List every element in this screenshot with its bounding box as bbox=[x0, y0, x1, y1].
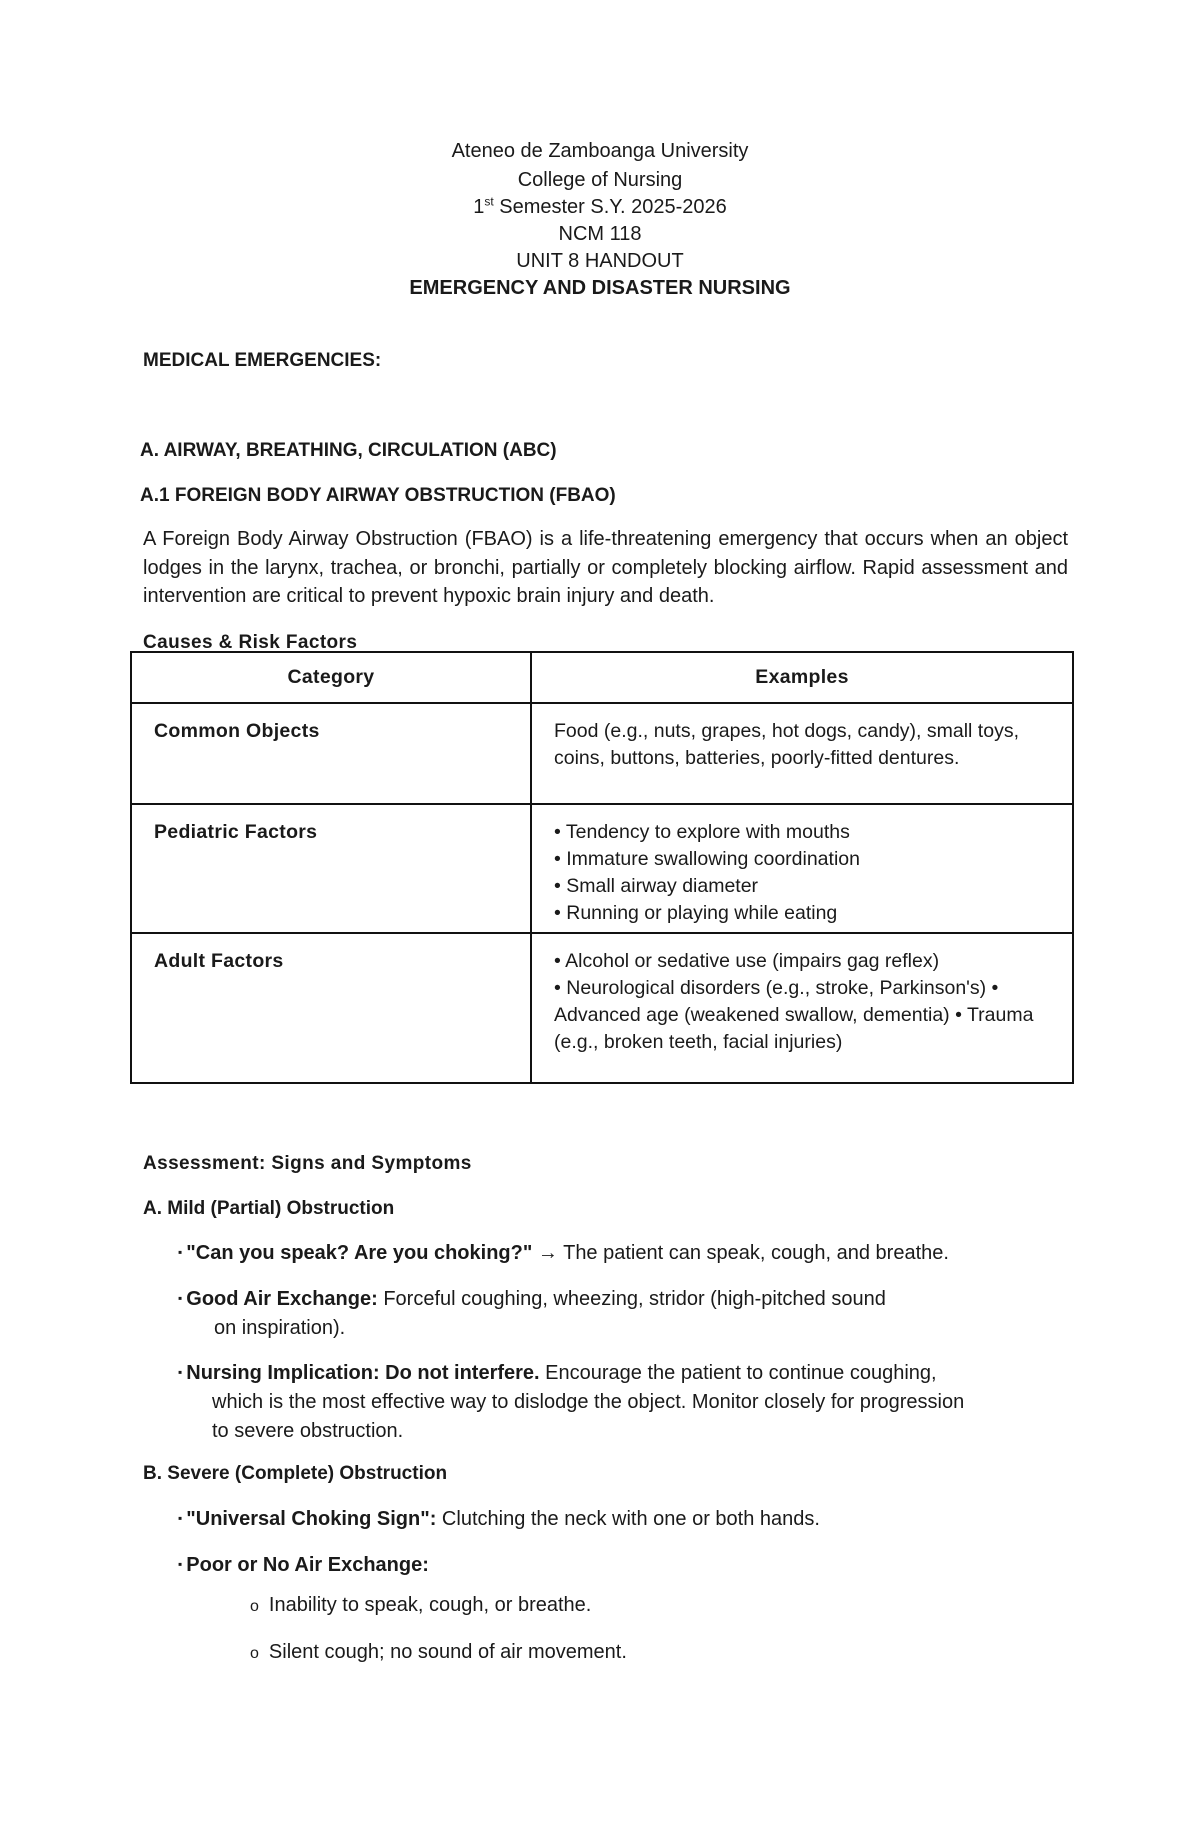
item-continuation: which is the most effective way to dislodge the object. Monitor closely for progression bbox=[212, 1391, 965, 1413]
document-title: EMERGENCY AND DISASTER NURSING bbox=[409, 277, 791, 299]
example-item: • Running or playing while eating bbox=[554, 902, 838, 924]
bullet-icon: ▪ bbox=[178, 1291, 183, 1305]
example-text: Food (e.g., nuts, grapes, hot dogs, candy), small toys, coins, buttons, batteries, poorly-fitted dentures. bbox=[554, 720, 1019, 769]
item-text: Clutching the neck with one or both hands. bbox=[436, 1508, 820, 1530]
sub-list-item bbox=[250, 1594, 591, 1617]
bullet-icon: ▪ bbox=[178, 1245, 183, 1259]
category-cell: Common Objects bbox=[131, 703, 531, 804]
section-a1-heading: A.1 FOREIGN BODY AIRWAY OBSTRUCTION (FBAO) bbox=[140, 485, 616, 506]
example-item: • Tendency to explore with mouths bbox=[554, 821, 850, 843]
item-bold: Nursing Implication: Do not interfere. bbox=[186, 1362, 540, 1384]
university-name: Ateneo de Zamboanga University bbox=[451, 140, 749, 162]
item-continuation: to severe obstruction. bbox=[212, 1420, 404, 1442]
causes-heading: Causes & Risk Factors bbox=[143, 632, 358, 653]
list-item bbox=[178, 1238, 949, 1268]
category-cell: Pediatric Factors bbox=[131, 804, 531, 933]
example-item: • Small airway diameter bbox=[554, 875, 759, 897]
severe-heading: B. Severe (Complete) Obstruction bbox=[143, 1463, 448, 1484]
item-bold: "Universal Choking Sign": bbox=[186, 1508, 437, 1530]
item-text: Encourage the patient to continue coughing, bbox=[539, 1362, 937, 1384]
list-item bbox=[178, 1284, 886, 1343]
course-code: NCM 118 bbox=[558, 223, 642, 245]
semester-line bbox=[0, 194, 1200, 221]
examples-cell bbox=[531, 703, 1073, 804]
table-row bbox=[131, 804, 1073, 933]
semester-sup: st bbox=[484, 194, 494, 209]
list-item bbox=[178, 1504, 820, 1534]
circle-bullet-icon: o bbox=[250, 1598, 259, 1615]
list-item bbox=[178, 1550, 429, 1580]
table-row bbox=[131, 703, 1073, 804]
unit-label: UNIT 8 HANDOUT bbox=[516, 250, 684, 272]
item-text: → The patient can speak, cough, and breathe. bbox=[532, 1242, 949, 1264]
list-item bbox=[178, 1358, 964, 1446]
sub-item-text: Silent cough; no sound of air movement. bbox=[268, 1641, 627, 1663]
example-item: • Alcohol or sedative use (impairs gag reflex) bbox=[554, 950, 940, 972]
item-text: Forceful coughing, wheezing, stridor (high-pitched sound bbox=[377, 1288, 886, 1310]
item-continuation: on inspiration). bbox=[214, 1317, 346, 1339]
table-row bbox=[131, 933, 1073, 1083]
section-title: MEDICAL EMERGENCIES: bbox=[143, 350, 382, 371]
item-bold: "Can you speak? Are you choking?" bbox=[186, 1242, 533, 1264]
intro-paragraph: A Foreign Body Airway Obstruction (FBAO) is a life-threatening emergency that occurs when an object lodges in the larynx, trachea, or bronchi, partially or completely blocking airflow. Rapid assessment and intervention are critical to prevent hypoxic brain injury and death. bbox=[143, 528, 1068, 607]
section-a-heading: A. AIRWAY, BREATHING, CIRCULATION (ABC) bbox=[140, 440, 557, 461]
assessment-heading: Assessment: Signs and Symptoms bbox=[143, 1153, 472, 1174]
example-item: • Neurological disorders (e.g., stroke, Parkinson's) • Advanced age (weakened swallow, dementia) • Trauma (e.g., broken teeth, facial injuries) bbox=[554, 977, 1034, 1053]
category-cell: Adult Factors bbox=[131, 933, 531, 1083]
semester-ordinal: 1 bbox=[473, 196, 485, 218]
bullet-icon: ▪ bbox=[178, 1557, 183, 1571]
item-bold: Poor or No Air Exchange: bbox=[186, 1554, 429, 1576]
examples-cell bbox=[531, 933, 1073, 1083]
item-bold: Good Air Exchange: bbox=[186, 1288, 378, 1310]
mild-heading: A. Mild (Partial) Obstruction bbox=[143, 1198, 395, 1219]
document-header bbox=[0, 138, 1200, 302]
college-name: College of Nursing bbox=[517, 169, 683, 191]
circle-bullet-icon: o bbox=[250, 1645, 259, 1662]
example-item: • Immature swallowing coordination bbox=[554, 848, 860, 870]
bullet-icon: ▪ bbox=[178, 1365, 183, 1379]
sub-list-item bbox=[250, 1641, 627, 1664]
semester-rest: Semester S.Y. 2025-2026 bbox=[493, 196, 727, 218]
table-header-examples: Examples bbox=[531, 652, 1073, 703]
bullet-icon: ▪ bbox=[178, 1511, 183, 1525]
table-header-category: Category bbox=[131, 652, 531, 703]
examples-cell bbox=[531, 804, 1073, 933]
sub-item-text: Inability to speak, cough, or breathe. bbox=[268, 1594, 592, 1616]
risk-factors-table bbox=[130, 651, 1074, 1084]
